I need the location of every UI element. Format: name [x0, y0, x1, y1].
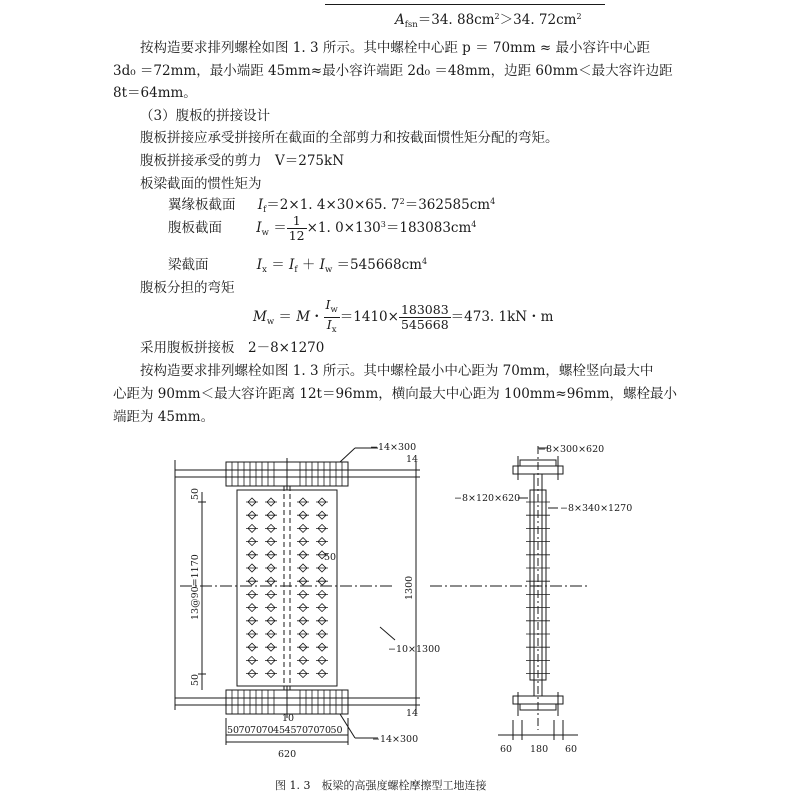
formula-area-check: $A_{fsn}=34$. $88cm^2>34$. $72cm^2$: [395, 12, 582, 30]
web-bolt: [297, 551, 309, 559]
equation-beam: 梁截面 $I_x = I_f + I_w =545668cm^4$: [168, 257, 428, 275]
web-bolt: [246, 498, 258, 506]
bottom-dim-label: 70: [296, 725, 309, 736]
label-dim-14-bot: 14: [406, 708, 419, 719]
bottom-dim-label: 70: [250, 725, 263, 736]
bottom-dim-label: 70: [238, 725, 251, 736]
web-bolt: [297, 643, 309, 651]
web-bolt: [265, 630, 277, 638]
web-bolt: [265, 670, 277, 678]
web-bolt: [316, 670, 328, 678]
web-bolt: [265, 498, 277, 506]
web-bolt: [265, 551, 277, 559]
label-dim-50-bot: 50: [190, 673, 201, 686]
web-bolt: [297, 604, 309, 612]
web-bolt: [316, 538, 328, 546]
web-bolt: [246, 577, 258, 585]
web-bolt: [297, 670, 309, 678]
web-bolt: [265, 643, 277, 651]
web-bolt: [265, 656, 277, 664]
web-bolt: [297, 564, 309, 572]
paragraph-bolts-web-2: 心距为 90mm＜最大容许距离 12t＝96mm，横向最大中心距为 100mm≈96mm，螺栓最小: [113, 386, 677, 402]
web-bolt: [297, 617, 309, 625]
web-bolt: [316, 511, 328, 519]
paragraph-bolt-layout-1: 按构造要求排列螺栓如图 1. 3 所示。其中螺栓中心距 p ＝ 70mm ≈ 最小容许中心距: [140, 40, 651, 56]
paragraph-splice-plate: 采用腹板拼接板 2－8×1270: [140, 340, 325, 356]
paragraph-bolts-web-1: 按构造要求排列螺栓如图 1. 3 所示。其中螺栓最小中心距为 70mm，螺栓竖向最大中: [140, 363, 654, 379]
web-bolt: [316, 564, 328, 572]
web-bolt: [265, 511, 277, 519]
web-bolt: [297, 590, 309, 598]
web-bolt: [316, 617, 328, 625]
leader-web: [380, 627, 395, 640]
web-bolt: [297, 577, 309, 585]
web-bolt: [316, 524, 328, 532]
web-bolt: [297, 524, 309, 532]
web-bolt: [316, 656, 328, 664]
paragraph-shear: 腹板拼接承受的剪力 V＝275kN: [140, 153, 345, 169]
web-bolt: [246, 604, 258, 612]
section-heading: （3）腹板的拼接设计: [140, 108, 271, 124]
web-bolt: [246, 524, 258, 532]
figure-caption: 图 1. 3 板梁的高强度螺栓摩擦型工地连接: [275, 779, 487, 792]
web-bolt: [246, 538, 258, 546]
label-bottom-plate: −14×300: [372, 734, 419, 745]
web-bolt: [246, 590, 258, 598]
web-bolt: [297, 656, 309, 664]
web-bolt: [265, 564, 277, 572]
web-bolt: [265, 590, 277, 598]
web-bolt: [246, 643, 258, 651]
label-dim-14-top: 14: [406, 454, 419, 465]
bottom-dim-label: 50: [330, 725, 343, 736]
bottom-dim-labels: [227, 725, 343, 736]
label-right-dim-2: 180: [530, 744, 549, 755]
equation-flange: 翼缘板截面 $I_f=2\times 1$. 4×30×65. $7^2=362585cm^4$: [168, 197, 496, 215]
web-bolt: [246, 564, 258, 572]
equation-moment: $M_w = M$・ $\frac{I_w}{I_x}$ ＝1410× $\frac{183083}{545668}$ ＝473. 1kN・m: [253, 297, 554, 335]
equation-web: 腹板截面 $I_w$ ＝ $\frac{1}{12}$ ×1. $0\times 130^3=183083cm^4$: [168, 213, 477, 243]
web-bolt: [265, 538, 277, 546]
label-dim-bolts: 13@90=1170: [190, 554, 201, 620]
web-bolt: [316, 577, 328, 585]
web-bolt: [265, 617, 277, 625]
web-bolt: [297, 511, 309, 519]
bottom-dim-label: 45: [273, 725, 286, 736]
bottom-dim-label: 50: [227, 725, 240, 736]
paragraph-bolt-layout-2: 3d₀ ＝72mm，最小端距 45mm≈最小容许端距 2d₀ ＝48mm，边距 60mm＜最大容许边距: [113, 63, 673, 79]
web-bolt: [246, 551, 258, 559]
label-right-side: −8×120×620: [454, 493, 521, 504]
web-bolt: [316, 498, 328, 506]
bottom-dim-label: 70: [261, 725, 274, 736]
web-bolt: [246, 511, 258, 519]
web-bolt: [265, 604, 277, 612]
web-bolt: [316, 630, 328, 638]
web-bolt: [316, 643, 328, 651]
bottom-dim-label: 70: [319, 725, 332, 736]
label-right-dim-3: 60: [565, 744, 578, 755]
bottom-dim-label: 70: [307, 725, 320, 736]
web-bolt: [265, 524, 277, 532]
paragraph-bolts-web-3: 端距为 45mm。: [113, 409, 215, 425]
label-right-top: −8×300×620: [538, 444, 605, 455]
label-top-plate: −14×300: [370, 442, 417, 453]
web-bolt: [297, 630, 309, 638]
bottom-dim-label: 45: [284, 725, 297, 736]
web-bolt: [297, 538, 309, 546]
web-bolt: [316, 590, 328, 598]
label-right-dim-1: 60: [500, 744, 513, 755]
label-dim-1300: 1300: [404, 575, 415, 600]
web-bolt: [316, 604, 328, 612]
web-bolts: [246, 498, 328, 678]
paragraph-inertia: 板梁截面的惯性矩为: [140, 176, 262, 192]
paragraph-web-splice: 腹板拼接应承受拼接所在截面的全部剪力和按截面惯性矩分配的弯矩。: [140, 130, 559, 146]
web-bolt: [246, 656, 258, 664]
paragraph-moment: 腹板分担的弯矩: [140, 280, 235, 296]
paragraph-bolt-layout-3: 8t＝64mm。: [113, 85, 197, 101]
web-bolt: [246, 617, 258, 625]
web-bolt: [297, 498, 309, 506]
label-right-web: −8×340×1270: [560, 503, 633, 514]
web-bolt: [246, 670, 258, 678]
web-bolt: [246, 630, 258, 638]
label-dim-50-top: 50: [190, 487, 201, 500]
web-bolt: [265, 577, 277, 585]
label-dim-50-gap: 50: [324, 552, 337, 563]
label-dim-10: 10: [282, 713, 295, 724]
label-web: −10×1300: [388, 644, 441, 655]
label-dim-620: 620: [278, 749, 297, 760]
